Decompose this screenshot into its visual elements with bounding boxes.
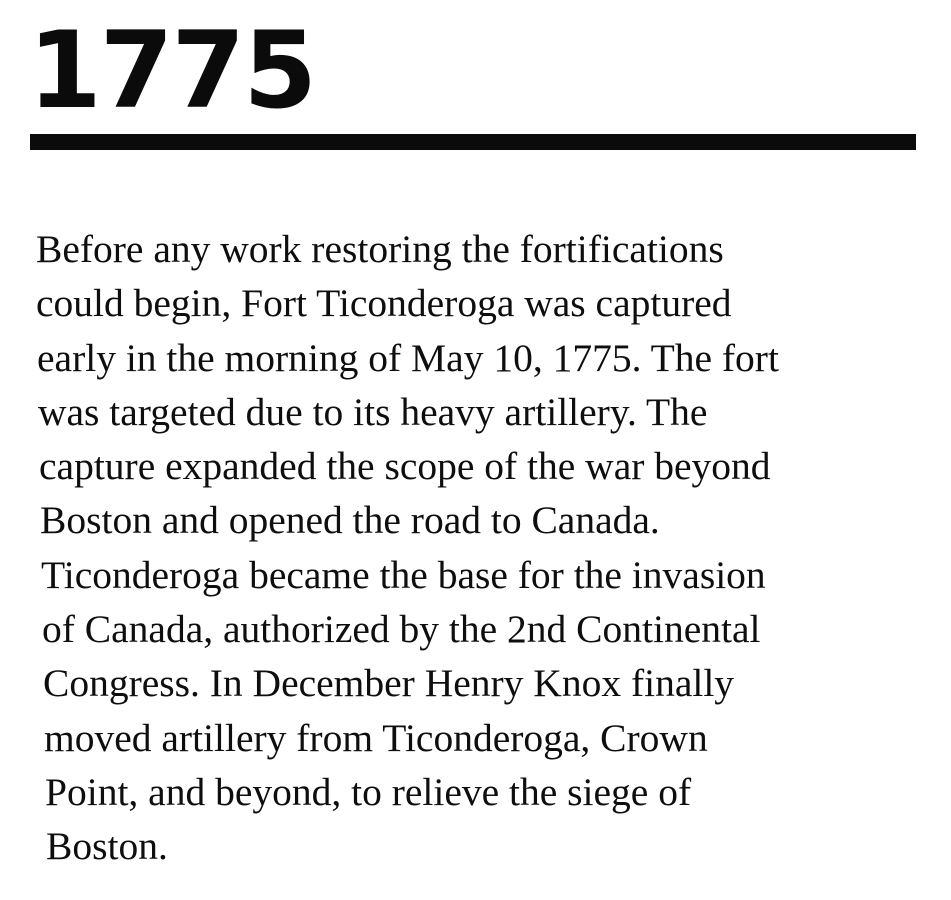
body-line: Boston and opened the road to Canada. bbox=[40, 498, 660, 543]
body-line: moved artillery from Ticonderoga, Crown bbox=[44, 715, 708, 760]
body-line: Point, and beyond, to relieve the siege of bbox=[45, 769, 692, 814]
body-line: Ticonderoga became the base for the invasion bbox=[41, 552, 766, 597]
heading-divider bbox=[30, 134, 916, 150]
body-line: Boston. bbox=[46, 824, 168, 869]
body-line: Before any work restoring the fortifications bbox=[36, 227, 724, 271]
body-line: early in the morning of May 10, 1775. The fort bbox=[37, 335, 779, 380]
body-line: was targeted due to its heavy artillery. The bbox=[38, 389, 708, 434]
body-line: Congress. In December Henry Knox finally bbox=[43, 661, 735, 706]
body-line: capture expanded the scope of the war beyond bbox=[39, 444, 771, 489]
body-line: of Canada, authorized by the 2nd Continental bbox=[42, 607, 761, 652]
year-heading: 1775 bbox=[28, 9, 316, 132]
placard-body-text bbox=[36, 222, 916, 874]
body-line: could begin, Fort Ticonderoga was captured bbox=[36, 281, 732, 326]
